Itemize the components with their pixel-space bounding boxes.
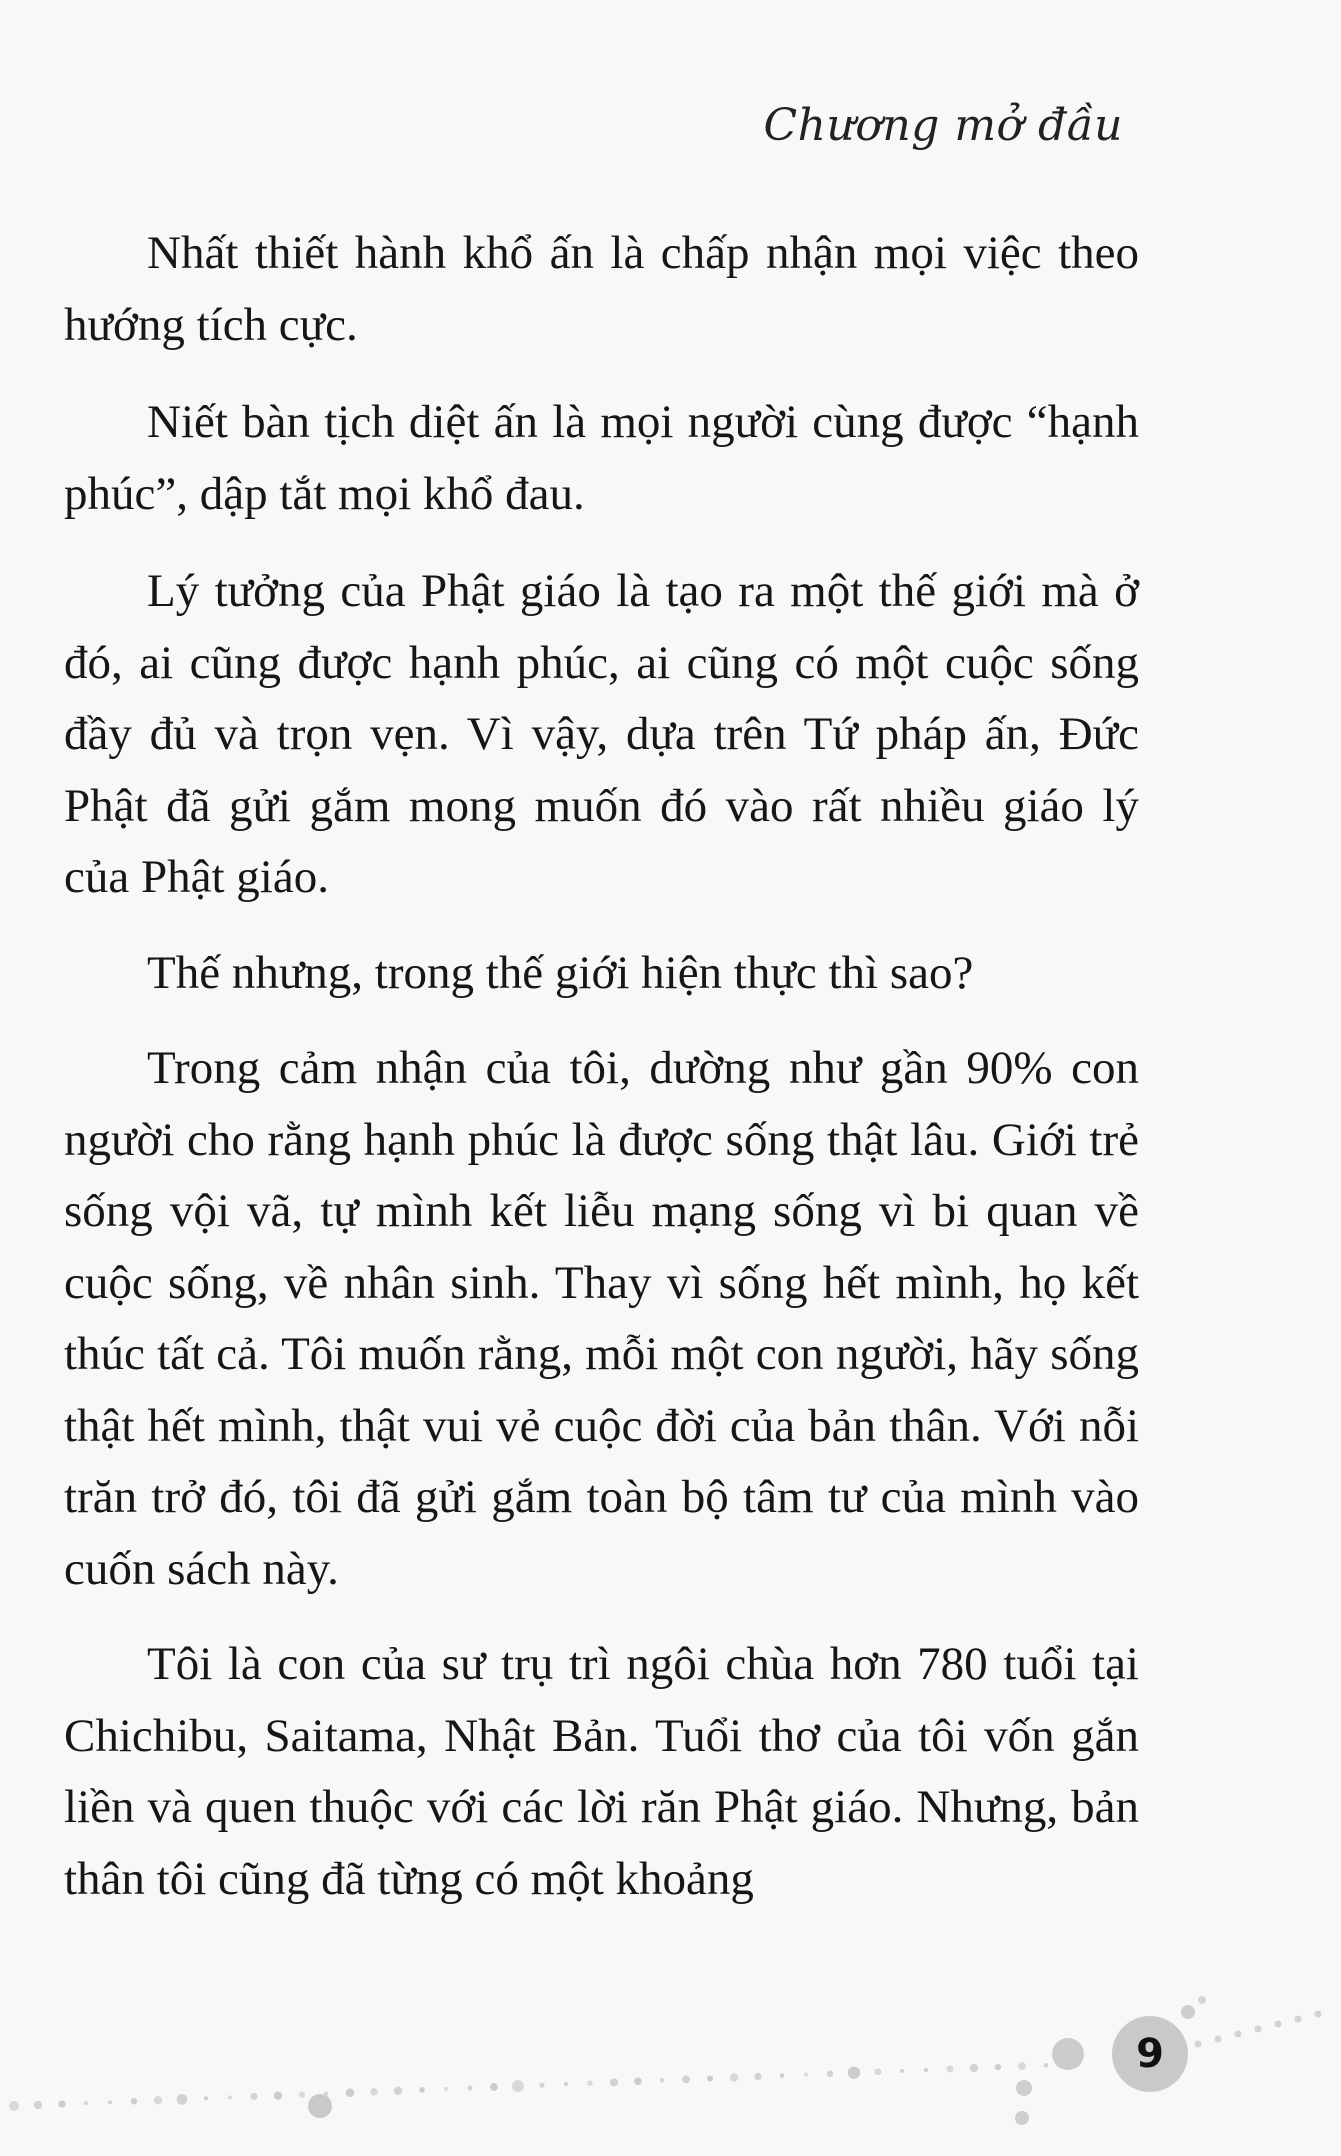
ornament-dot: [682, 2076, 690, 2084]
ornament-dot: [730, 2073, 738, 2081]
ornament-dot: [419, 2087, 425, 2093]
ornament-dot: [1275, 2021, 1282, 2028]
ornament-dot: [299, 2091, 305, 2097]
ornament-dot: [1198, 1996, 1206, 2004]
ornament-dot: [468, 2085, 473, 2090]
ornament-dot: [1016, 2080, 1032, 2096]
ornament-dot: [9, 2101, 19, 2111]
ornament-dot: [610, 2078, 618, 2086]
ornament-dot: [946, 2065, 953, 2072]
ornament-dot: [1215, 2036, 1222, 2043]
ornament-dot: [346, 2088, 355, 2097]
ornament-dot: [1181, 2005, 1195, 2019]
ornament-dot: [228, 2095, 232, 2099]
ornament-dot: [1018, 2062, 1026, 2070]
body-text: [64, 218, 1139, 1939]
ornament-dot: [370, 2088, 377, 2095]
ornament-dot: [1015, 2111, 1029, 2125]
ornament-dot: [1315, 2011, 1322, 2018]
ornament-dot: [1195, 2041, 1202, 2048]
ornament-dot: [1044, 2063, 1049, 2068]
ornament-dot: [1052, 2038, 1084, 2070]
ornament-dot: [1255, 2026, 1262, 2033]
ornament-dot: [827, 2070, 834, 2077]
ornament-dot: [660, 2078, 665, 2083]
ornament-dot: [58, 2100, 65, 2107]
ornament-dot: [394, 2087, 402, 2095]
ornament-dot: [490, 2083, 498, 2091]
ornament-dot: [754, 2073, 761, 2080]
ornament-dot: [995, 2064, 1001, 2070]
ornament-dot: [512, 2080, 524, 2092]
ornament-dot: [34, 2101, 42, 2109]
ornament-dot: [250, 2093, 257, 2100]
ornament-dot: [587, 2080, 592, 2085]
ornament-dot: [900, 2069, 904, 2073]
page-footer: [0, 1990, 1341, 2156]
paragraph: Niết bàn tịch diệt ấn là mọi người cùng được “hạnh phúc”, dập tắt mọi khổ đau.: [64, 396, 1139, 520]
page-number-badge: [1112, 2016, 1188, 2092]
ornament-dot: [274, 2091, 282, 2099]
paragraph: Lý tưởng của Phật giáo là tạo ra một thế giới mà ở đó, ai cũng được hạnh phúc, ai cũng có một cuộc sống đầy đủ và trọn vẹn. Vì vậy, dựa trên Tứ pháp ấn, Đức Phật đã gửi gắm mong muốn đó vào rất nhiều giáo lý của Phật giáo.: [64, 565, 1139, 903]
paragraph: Nhất thiết hành khổ ấn là chấp nhận mọi việc theo hướng tích cực.: [64, 227, 1139, 351]
ornament-dot: [1235, 2031, 1242, 2038]
paragraph: Tôi là con của sư trụ trì ngôi chùa hơn 780 tuổi tại Chichibu, Saitama, Nhật Bản. Tuổi thơ của tôi vốn gắn liền và quen thuộc với các lời răn Phật giáo. Nhưng, bản thân tôi cũng đã từng có một khoảng: [64, 1638, 1139, 1905]
ornament-dot: [924, 2068, 928, 2072]
paragraph: Trong cảm nhận của tôi, dường như gần 90% con người cho rằng hạnh phúc là được sống thật lâu. Giới trẻ sống vội vã, tự mình kết liễu mạng sống vì bi quan về cuộc sống, về nhân sinh. Thay vì sống hết mình, họ kết thúc tất cả. Tôi muốn rằng, mỗi một con người, hãy sống thật hết mình, thật vui vẻ cuộc đời của bản thân. Với nỗi trăn trở đó, tôi đã gửi gắm toàn bộ tâm tư của mình vào cuốn sách này.: [64, 1042, 1139, 1595]
ornament-dot: [204, 2096, 208, 2100]
ornament-dot: [1295, 2016, 1302, 2023]
chapter-running-header: Chương mở đầu: [763, 100, 1123, 151]
ornament-dot: [131, 2098, 138, 2105]
ornament-dot: [707, 2075, 713, 2081]
ornament-dot: [804, 2073, 808, 2077]
ornament-dot: [444, 2087, 448, 2091]
ornament-dot: [970, 2064, 978, 2072]
ornament-dot: [154, 2096, 162, 2104]
ornament-dot: [177, 2094, 188, 2105]
ornament-dot: [780, 2073, 784, 2077]
page-number: 9: [1136, 2031, 1164, 2077]
ornament-dot: [875, 2068, 882, 2075]
ornament-dot: [308, 2094, 332, 2118]
ornament-dot: [564, 2082, 568, 2086]
ornament-dot: [84, 2101, 88, 2105]
ornament-dot: [634, 2077, 642, 2085]
ornament-dot: [539, 2082, 544, 2087]
paragraph: Thế nhưng, trong thế giới hiện thực thì sao?: [147, 946, 974, 999]
ornament-dot: [108, 2100, 112, 2104]
ornament-dot: [848, 2067, 860, 2079]
